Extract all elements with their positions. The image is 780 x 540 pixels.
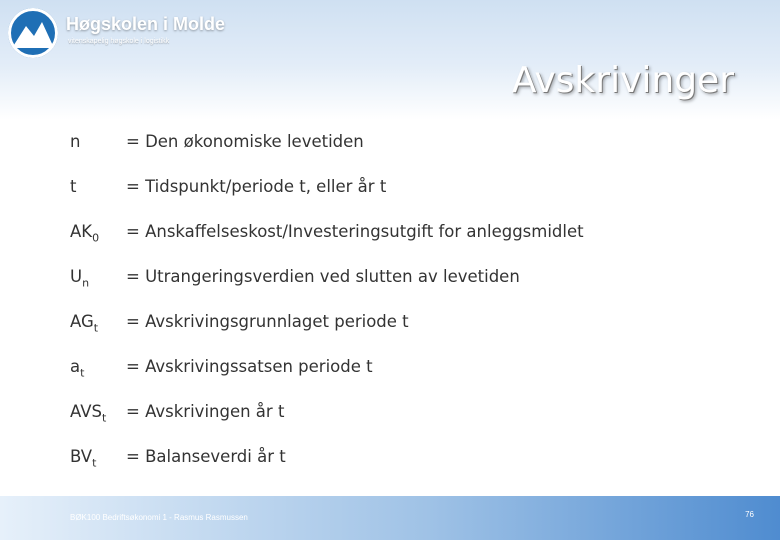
definition-symbol: $a_t$ (70, 357, 85, 380)
definition-symbol: $AK_0$ (70, 222, 100, 245)
definition-symbol: $BV_t$ (70, 447, 97, 470)
page-number: 76 (745, 510, 754, 519)
slide-title: Avskrivinger (511, 60, 734, 101)
definition-text: = Tidspunkt/periode t, eller år t (126, 177, 387, 196)
logo-name: Høgskolen i Molde (66, 14, 226, 34)
definition-symbol: n (70, 132, 81, 151)
definition-symbol: t (70, 177, 77, 196)
definition-symbol: $U_n$ (70, 267, 90, 290)
definition-text: = Balanseverdi år t (126, 447, 286, 466)
logo (8, 8, 226, 58)
definition-text: = Avskrivingen år t (126, 402, 285, 421)
definition-text: = Den økonomiske levetiden (126, 132, 364, 151)
footer-text: BØK100 Bedriftsøkonomi 1 - Rasmus Rasmussen (70, 513, 248, 522)
logo-tagline: vitenskapelig høgskole i logistikk (68, 38, 170, 45)
mountain-logo-icon (8, 8, 58, 58)
definition-text: = Avskrivingsgrunnlaget periode t (126, 312, 409, 331)
definition-text: = Anskaffelseskost/Investeringsutgift for anleggsmidlet (126, 222, 584, 241)
definition-text: = Avskrivingssatsen periode t (126, 357, 373, 376)
definition-symbol: $AVS_t$ (70, 402, 107, 425)
definition-symbol: $AG_t$ (70, 312, 99, 335)
definition-text: = Utrangeringsverdien ved slutten av levetiden (126, 267, 520, 286)
